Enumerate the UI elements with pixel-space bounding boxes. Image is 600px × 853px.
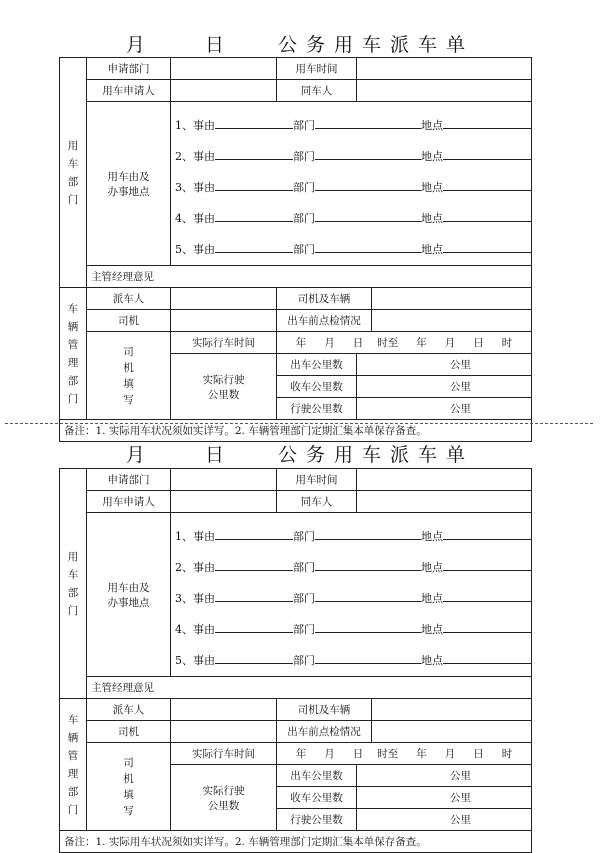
- title-day: 日: [204, 34, 225, 56]
- reason-line[interactable]: 1、事由 部门 地点: [175, 110, 527, 141]
- dispatcher-label: 派车人: [87, 699, 171, 721]
- back-km-label: 收车公里数: [277, 787, 357, 809]
- form-title: [0, 440, 600, 467]
- precheck-field[interactable]: [372, 721, 532, 743]
- reason-line[interactable]: 5、事由 部门 地点: [175, 645, 527, 676]
- applicant-field[interactable]: [171, 491, 277, 513]
- reason-label: 用车由及 办事地点: [87, 102, 171, 266]
- precheck-field[interactable]: [372, 310, 532, 332]
- companion-field[interactable]: [357, 80, 532, 102]
- use-time-label: 用车时间: [277, 469, 357, 491]
- reason-line[interactable]: 3、事由 部门 地点: [175, 583, 527, 614]
- manager-opinion[interactable]: 主管经理意见: [87, 677, 532, 699]
- companion-label: 同车人: [277, 80, 357, 102]
- driver-vehicle-field[interactable]: [372, 699, 532, 721]
- dispatcher-field[interactable]: [171, 699, 277, 721]
- reason-line[interactable]: 3、事由 部门 地点: [175, 172, 527, 203]
- drive-km-label: 行驶公里数: [277, 398, 357, 420]
- companion-field[interactable]: [357, 491, 532, 513]
- actual-time-label: 实际行车时间: [171, 743, 277, 765]
- precheck-label: 出车前点检情况: [277, 310, 372, 332]
- reason-line[interactable]: 5、事由 部门 地点: [175, 234, 527, 265]
- out-km-label: 出车公里数: [277, 765, 357, 787]
- driver-field[interactable]: [171, 310, 277, 332]
- driver-label: 司机: [87, 721, 171, 743]
- manager-opinion[interactable]: 主管经理意见: [87, 266, 532, 288]
- drive-km-field[interactable]: 公里: [357, 398, 532, 420]
- dispatcher-field[interactable]: [171, 288, 277, 310]
- drive-km-label: 行驶公里数: [277, 809, 357, 831]
- form-title: [0, 30, 600, 57]
- actual-time-field[interactable]: 年 月 日 时至 年 月 日 时: [277, 332, 532, 354]
- apply-dept-label: 申请部门: [87, 58, 171, 80]
- title-month: 月: [125, 34, 146, 56]
- out-km-field[interactable]: 公里: [357, 765, 532, 787]
- title-main: 公务用车派车单: [278, 444, 475, 466]
- dispatch-table: [59, 57, 532, 442]
- vehicle-dept-label: 车 辆 管 理 部 门: [60, 288, 87, 420]
- reason-line[interactable]: 1、事由 部门 地点: [175, 521, 527, 552]
- out-km-label: 出车公里数: [277, 354, 357, 376]
- out-km-field[interactable]: 公里: [357, 354, 532, 376]
- actual-time-field[interactable]: 年 月 日 时至 年 月 日 时: [277, 743, 532, 765]
- cut-line: [5, 423, 593, 424]
- reason-line[interactable]: 4、事由 部门 地点: [175, 614, 527, 645]
- apply-dept-field[interactable]: [171, 58, 277, 80]
- reason-line[interactable]: 2、事由 部门 地点: [175, 141, 527, 172]
- title-main: 公务用车派车单: [278, 34, 475, 56]
- use-time-label: 用车时间: [277, 58, 357, 80]
- driver-vehicle-field[interactable]: [372, 288, 532, 310]
- driver-label: 司机: [87, 310, 171, 332]
- back-km-field[interactable]: 公里: [357, 376, 532, 398]
- back-km-field[interactable]: 公里: [357, 787, 532, 809]
- reason-line[interactable]: 2、事由 部门 地点: [175, 552, 527, 583]
- use-dept-label: 用 车 部 门: [60, 469, 87, 699]
- applicant-field[interactable]: [171, 80, 277, 102]
- driver-fill-label: 司 机 填 写: [87, 332, 171, 420]
- applicant-label: 用车申请人: [87, 491, 171, 513]
- driver-vehicle-label: 司机及车辆: [277, 699, 372, 721]
- reason-lines: [171, 513, 532, 677]
- dispatch-table: [59, 468, 532, 853]
- driver-field[interactable]: [171, 721, 277, 743]
- reason-label: 用车由及 办事地点: [87, 513, 171, 677]
- actual-km-label: 实际行驶 公里数: [171, 354, 277, 420]
- precheck-label: 出车前点检情况: [277, 721, 372, 743]
- drive-km-field[interactable]: 公里: [357, 809, 532, 831]
- applicant-label: 用车申请人: [87, 80, 171, 102]
- dispatcher-label: 派车人: [87, 288, 171, 310]
- use-time-field[interactable]: [357, 469, 532, 491]
- companion-label: 同车人: [277, 491, 357, 513]
- driver-fill-label: 司 机 填 写: [87, 743, 171, 831]
- use-dept-label: 用 车 部 门: [60, 58, 87, 288]
- apply-dept-field[interactable]: [171, 469, 277, 491]
- driver-vehicle-label: 司机及车辆: [277, 288, 372, 310]
- reason-line[interactable]: 4、事由 部门 地点: [175, 203, 527, 234]
- back-km-label: 收车公里数: [277, 376, 357, 398]
- actual-km-label: 实际行驶 公里数: [171, 765, 277, 831]
- vehicle-dept-label: 车 辆 管 理 部 门: [60, 699, 87, 831]
- apply-dept-label: 申请部门: [87, 469, 171, 491]
- title-day: 日: [204, 444, 225, 466]
- note-text: 备注：1. 实际用车状况须如实详写。2. 车辆管理部门定期汇集本单保存备查。: [60, 420, 532, 442]
- actual-time-label: 实际行车时间: [171, 332, 277, 354]
- use-time-field[interactable]: [357, 58, 532, 80]
- title-month: 月: [125, 444, 146, 466]
- note-text: 备注：1. 实际用车状况须如实详写。2. 车辆管理部门定期汇集本单保存备查。: [60, 831, 532, 853]
- reason-lines: [171, 102, 532, 266]
